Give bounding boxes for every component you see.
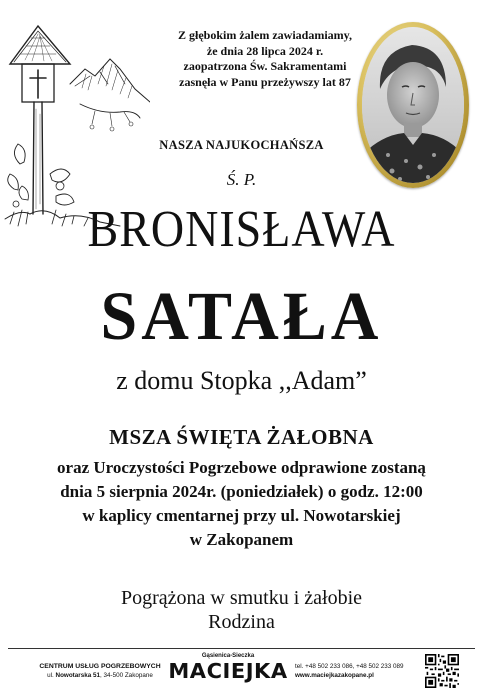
footer-contact-block bbox=[295, 662, 420, 680]
intro-line: że dnia 28 lipca 2024 r. bbox=[206, 43, 324, 58]
portrait-photo-icon bbox=[362, 27, 464, 183]
closing-text bbox=[0, 586, 483, 634]
footer-company-block bbox=[30, 662, 170, 680]
mass-details bbox=[0, 456, 483, 552]
subtitle: NASZA NAJUKOCHAŃSZA bbox=[159, 138, 324, 152]
intro-text bbox=[160, 28, 370, 90]
deceased-last-name: SATAŁA bbox=[100, 278, 383, 355]
mass-detail-line: w kaplicy cmentarnej przy ul. Nowotarskiej bbox=[82, 506, 401, 525]
mass-title: MSZA ŚWIĘTA ŻAŁOBNA bbox=[109, 425, 374, 449]
footer-logo-small: Gąsienica-Sieczka bbox=[201, 653, 255, 659]
qr-code-icon[interactable] bbox=[425, 654, 459, 688]
footer-phone: tel. +48 502 233 086, +48 502 233 089 bbox=[295, 663, 404, 670]
deceased-first-name: BRONISŁAWA bbox=[87, 199, 396, 257]
mass-detail-line: w Zakopanem bbox=[189, 530, 294, 549]
footer-company-name: CENTRUM USŁUG POGRZEBOWYCH bbox=[39, 663, 161, 670]
footer-logo bbox=[168, 652, 288, 682]
footer bbox=[0, 650, 483, 696]
footer-address-street: Nowotarska 51 bbox=[55, 672, 100, 679]
mass-detail-line: oraz Uroczystości Pogrzebowe odprawione zostaną bbox=[57, 458, 426, 477]
mass-detail-line: dnia 5 sierpnia 2024r. (poniedziałek) o godz. 12:00 bbox=[60, 482, 423, 501]
footer-divider bbox=[8, 648, 475, 649]
portrait-photo bbox=[362, 27, 464, 183]
intro-line: Z głębokim żalem zawiadamiamy, bbox=[178, 28, 352, 42]
closing-signature: Rodzina bbox=[208, 611, 275, 633]
sp-abbreviation: Ś. P. bbox=[226, 170, 257, 189]
footer-address: ul. Nowotarska 51, 34-500 Zakopane bbox=[47, 672, 153, 679]
closing-line: Pogrążona w smutku i żałobie bbox=[120, 587, 363, 609]
footer-website-link[interactable]: www.maciejkazakopane.pl bbox=[295, 672, 374, 679]
intro-line: zasnęła w Panu przeżywszy lat 87 bbox=[179, 74, 351, 89]
footer-logo-big: MACIEJKA bbox=[168, 659, 288, 683]
deceased-maiden-name: z domu Stopka ,,Adam” bbox=[116, 366, 367, 395]
intro-line: zaopatrzona Św. Sakramentami bbox=[183, 59, 347, 73]
